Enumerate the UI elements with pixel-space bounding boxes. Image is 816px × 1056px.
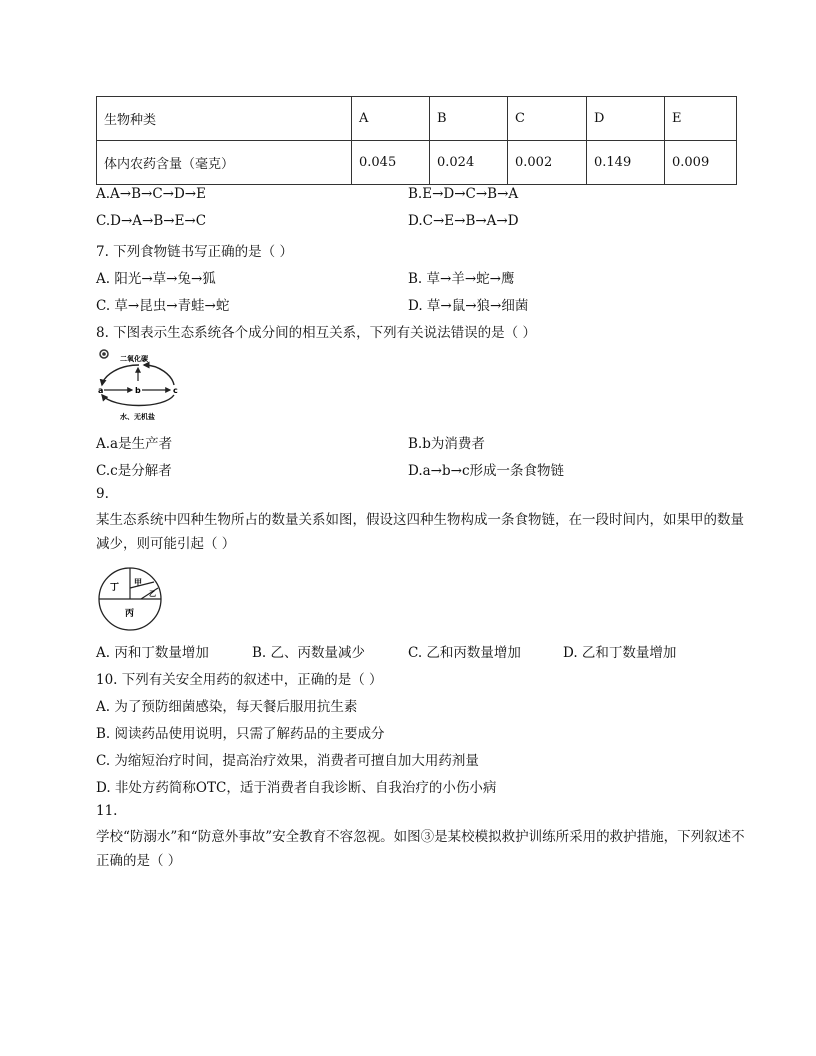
pie-label-bing: 丙 <box>125 609 135 619</box>
diagram-node-c: c <box>173 386 178 395</box>
table-header-cell: B <box>430 97 508 141</box>
table-cell: 0.149 <box>587 141 665 185</box>
diagram-node-a: a <box>98 386 104 395</box>
table-cell: 0.045 <box>352 141 430 185</box>
q7-option-b: B. 草→羊→蛇→鹰 <box>408 271 515 287</box>
q7-stem: 7. 下列食物链书写正确的是（ ） <box>96 244 293 260</box>
q11-stem: 学校“防溺水”和“防意外事故”安全教育不容忽视。如图③是某校模拟救护训练所采用的救护措施，下列叙述不正确的是（ ） <box>96 829 745 869</box>
q10-option-b: B. 阅读药品使用说明，只需了解药品的主要成分 <box>96 726 385 742</box>
q8-option-a: A.a是生产者 <box>96 436 173 452</box>
q8-stem: 8. 下图表示生态系统各个成分间的相互关系，下列有关说法错误的是（ ） <box>96 325 536 341</box>
ecosystem-diagram <box>94 347 184 425</box>
table-header-cell: E <box>665 97 737 141</box>
q9-option-a: A. 丙和丁数量增加 <box>96 645 209 661</box>
q9-option-d: D. 乙和丁数量增加 <box>563 645 677 661</box>
q6-option-c: C.D→A→B→E→C <box>96 213 207 229</box>
q9-option-c: C. 乙和丙数量增加 <box>408 645 521 661</box>
q10-option-c: C. 为缩短治疗时间，提高治疗效果，消费者可擅自加大用药剂量 <box>96 753 479 769</box>
q6-option-d: D.C→E→B→A→D <box>408 213 519 229</box>
table-row <box>97 141 737 185</box>
pie-label-jia: 甲 <box>134 578 142 587</box>
pie-label-yi: 乙 <box>149 590 156 598</box>
population-pie-chart <box>96 566 166 632</box>
q8-option-c: C.c是分解者 <box>96 463 172 479</box>
q8-option-d: D.a→b→c形成一条食物链 <box>408 463 565 479</box>
q10-option-d: D. 非处方药简称OTC，适于消费者自我诊断、自我治疗的小伤小病 <box>96 780 497 796</box>
q6-option-a: A.A→B→C→D→E <box>96 186 206 202</box>
q9-stem: 某生态系统中四种生物所占的数量关系如图，假设这四种生物构成一条食物链，在一段时间内，如果甲的数量减少，则可能引起（ ） <box>96 512 744 552</box>
q8-option-b: B.b为消费者 <box>408 436 485 452</box>
diagram-top-label: 二氧化碳 <box>120 355 148 363</box>
q11-number: 11. <box>96 803 118 819</box>
table-cell: 0.009 <box>665 141 737 185</box>
table-header-cell: 生物种类 <box>97 97 352 141</box>
table-cell: 体内农药含量（毫克） <box>97 141 352 185</box>
table-cell: 0.024 <box>430 141 508 185</box>
q10-stem: 10. 下列有关安全用药的叙述中，正确的是（ ） <box>96 672 383 688</box>
table-header-row <box>97 97 737 141</box>
pie-label-ding: 丁 <box>110 583 120 593</box>
q10-option-a: A. 为了预防细菌感染，每天餐后服用抗生素 <box>96 699 358 715</box>
q7-option-c: C. 草→昆虫→青蛙→蛇 <box>96 298 230 314</box>
table-header-cell: D <box>587 97 665 141</box>
q9-number: 9. <box>96 486 109 502</box>
table-header-cell: A <box>352 97 430 141</box>
diagram-bottom-label: 水、无机盐 <box>120 413 155 421</box>
diagram-node-b: b <box>135 386 141 395</box>
table-header-cell: C <box>508 97 587 141</box>
q7-option-d: D. 草→鼠→狼→细菌 <box>408 298 529 314</box>
q6-option-b: B.E→D→C→B→A <box>408 186 519 202</box>
table-cell: 0.002 <box>508 141 587 185</box>
q7-option-a: A. 阳光→草→兔→狐 <box>96 271 216 287</box>
pesticide-table <box>96 96 737 185</box>
q9-option-b: B. 乙、丙数量减少 <box>252 645 366 661</box>
